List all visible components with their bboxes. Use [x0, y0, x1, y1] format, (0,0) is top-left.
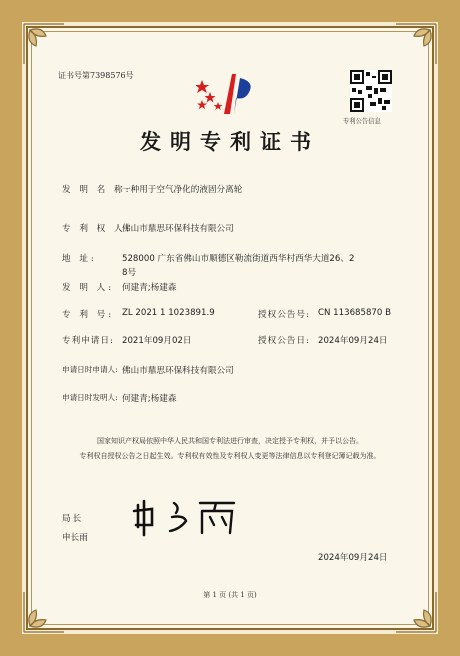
- issue-date: 2024年09月24日: [318, 553, 388, 563]
- address-line-2: 8号: [122, 268, 137, 278]
- patentee: 佛山市鼎思环保科技有限公司: [122, 224, 234, 234]
- qr-code-icon: [350, 70, 392, 112]
- address-line-1: 528000 广东省佛山市顺德区勒流街道西华村西华大道26、2: [122, 254, 355, 264]
- applicant-at-grant-label: 申请日时申请人:: [62, 365, 118, 374]
- inventor-at-grant: 何建青;杨建森: [122, 394, 177, 404]
- corner-ornament-icon: [22, 22, 66, 66]
- grant-date: 2024年09月24日: [318, 336, 388, 346]
- director-title: 局长: [62, 514, 84, 524]
- inventor: 何建青;杨建森: [122, 283, 177, 293]
- invention-name-label: 发 明 名 称:: [62, 185, 132, 195]
- filing-date-label: 专利申请日:: [62, 336, 114, 346]
- patent-number-label: 专 利 号:: [62, 310, 115, 320]
- patent-number: ZL 2021 1 1023891.9: [122, 308, 215, 318]
- invention-name: 一种用于空气净化的液固分离轮: [122, 185, 243, 195]
- director-name: 申长雨: [62, 533, 88, 543]
- applicant-at-grant: 佛山市鼎思环保科技有限公司: [122, 366, 234, 376]
- patentee-label: 专 利 权 人:: [62, 224, 132, 234]
- grant-number: CN 113685870 B: [318, 308, 391, 318]
- certificate-title: 发明专利证书: [140, 129, 320, 154]
- inventor-at-grant-label: 申请日时发明人:: [62, 393, 118, 402]
- corner-ornament-icon: [394, 22, 438, 66]
- filing-date: 2021年09月02日: [122, 336, 192, 346]
- certificate-number: 证书号第7398576号: [58, 71, 134, 80]
- grant-date-label: 授权公告日:: [258, 336, 310, 346]
- page-indicator: 第 1 页 (共 1 页): [203, 591, 257, 599]
- notice-line-1: 国家知识产权局依照中华人民共和国专利法进行审查，决定授予专利权，并予以公告。: [97, 437, 363, 445]
- qr-caption: 专利公告信息: [343, 118, 381, 125]
- grant-number-label: 授权公告号:: [258, 310, 310, 320]
- director-signature: [130, 495, 240, 537]
- inventor-label: 发 明 人:: [62, 283, 115, 293]
- cnipa-logo-icon: [196, 68, 258, 118]
- address-label: 地 址:: [62, 254, 97, 264]
- notice-line-2: 专利权自授权公告之日起生效。专利权有效性及专利权人变更等法律信息以专利登记簿记载为准。: [79, 452, 381, 460]
